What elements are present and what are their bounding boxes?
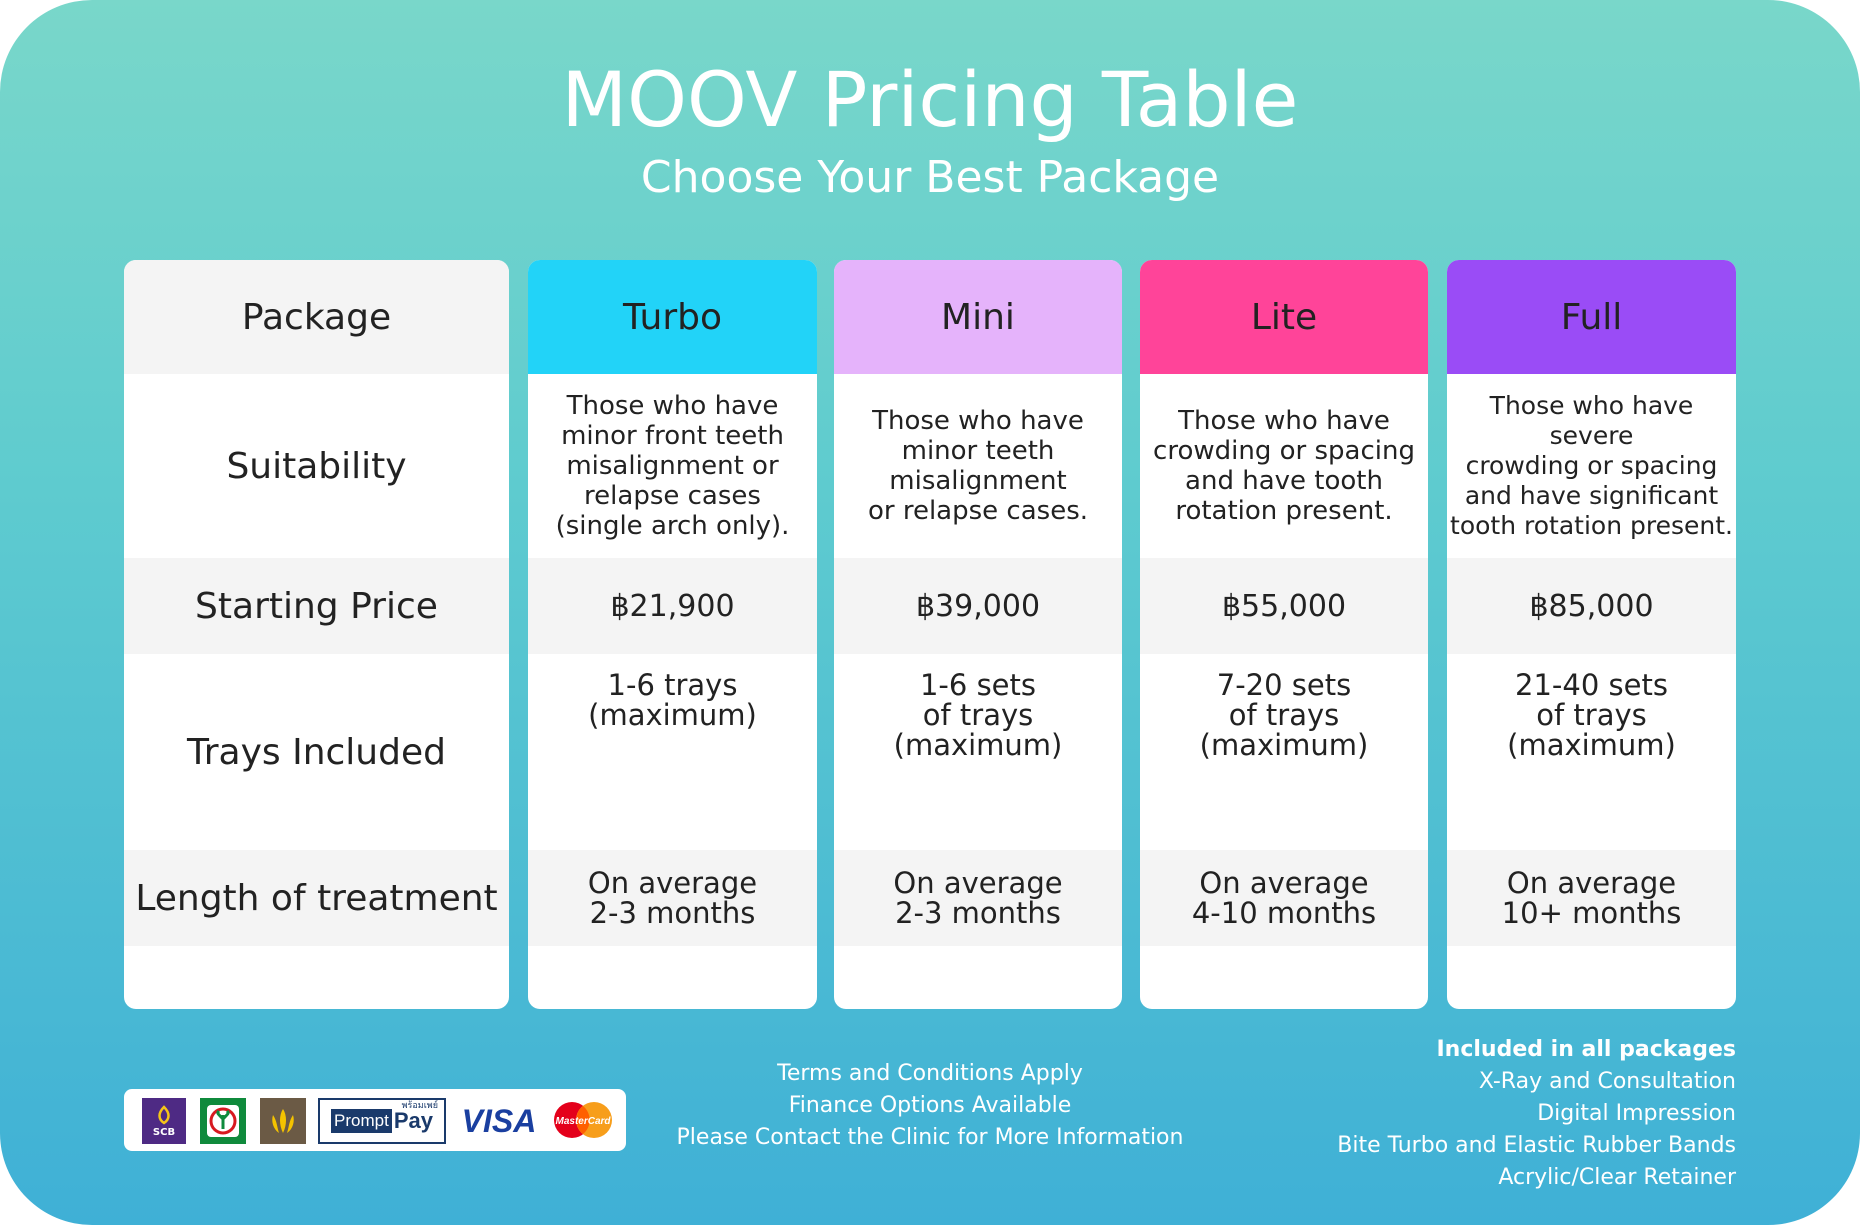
trays-full: 21-40 sets of trays (maximum) — [1447, 654, 1736, 850]
scb-bank-icon — [142, 1098, 186, 1144]
package-name-turbo: Turbo — [528, 260, 817, 374]
suitability-lite: Those who have crowding or spacing and have tooth rotation present. — [1140, 374, 1428, 558]
suitability-full: Those who have severe crowding or spacing and have significant tooth rotation present. — [1447, 374, 1736, 558]
package-name-full: Full — [1447, 260, 1736, 374]
length-mini: On average 2-3 months — [834, 850, 1122, 946]
krungsri-emblem-icon — [263, 1101, 303, 1141]
package-name-mini: Mini — [834, 260, 1122, 374]
price-mini: ฿39,000 — [834, 558, 1122, 654]
trays-lite: 7-20 sets of trays (maximum) — [1140, 654, 1428, 850]
page-title: MOOV Pricing Table — [561, 55, 1299, 144]
mastercard-label: MasterCard — [555, 1115, 611, 1127]
mastercard-icon — [548, 1098, 618, 1144]
row-label-package: Package — [124, 260, 509, 374]
length-full: On average 10+ months — [1447, 850, 1736, 946]
visa-icon — [456, 1098, 542, 1144]
promptpay-label-b: Pay — [393, 1108, 433, 1133]
suitability-turbo: Those who have minor front teeth misalignment or relapse cases (single arch only). — [528, 374, 817, 558]
footer-line: Finance Options Available — [788, 1093, 1072, 1118]
included-item: X-Ray and Consultation — [1478, 1069, 1736, 1094]
length-lite: On average 4-10 months — [1140, 850, 1428, 946]
included-item: Digital Impression — [1537, 1101, 1736, 1126]
promptpay-label-thai: พร้อมเพย์ — [401, 1101, 438, 1111]
row-label-trays: Trays Included — [124, 654, 509, 850]
package-column-mini — [834, 260, 1122, 1009]
package-column-full — [1447, 260, 1736, 1009]
included-item: Acrylic/Clear Retainer — [1498, 1165, 1736, 1190]
included-heading: Included in all packages — [1436, 1037, 1736, 1062]
footer-notes — [640, 1058, 1220, 1154]
package-column-lite — [1140, 260, 1428, 1009]
trays-mini: 1-6 sets of trays (maximum) — [834, 654, 1122, 850]
payment-logos — [124, 1089, 626, 1151]
promptpay-icon — [318, 1098, 446, 1144]
label-column — [124, 260, 509, 1009]
included-list — [1216, 1034, 1736, 1194]
suitability-mini: Those who have minor teeth misalignment or relapse cases. — [834, 374, 1122, 558]
row-label-length: Length of treatment — [124, 850, 509, 946]
included-item: Bite Turbo and Elastic Rubber Bands — [1337, 1133, 1736, 1158]
price-lite: ฿55,000 — [1140, 558, 1428, 654]
price-full: ฿85,000 — [1447, 558, 1736, 654]
footer-line: Terms and Conditions Apply — [777, 1061, 1083, 1086]
scb-emblem-icon — [152, 1105, 176, 1127]
row-label-price: Starting Price — [124, 558, 509, 654]
krungsri-icon — [260, 1098, 306, 1144]
promptpay-label-a: Prompt — [331, 1109, 392, 1133]
page-subtitle: Choose Your Best Package — [640, 152, 1220, 203]
kbank-icon — [200, 1098, 246, 1144]
kbank-emblem-icon — [203, 1101, 243, 1141]
footer-line: Please Contact the Clinic for More Information — [676, 1125, 1184, 1150]
visa-label: VISA — [461, 1102, 537, 1139]
trays-turbo: 1-6 trays (maximum) — [528, 654, 817, 850]
length-turbo: On average 2-3 months — [528, 850, 817, 946]
package-column-turbo — [528, 260, 817, 1009]
row-label-suitability: Suitability — [124, 374, 509, 558]
price-turbo: ฿21,900 — [528, 558, 817, 654]
scb-label: SCB — [152, 1126, 176, 1138]
package-name-lite: Lite — [1140, 260, 1428, 374]
